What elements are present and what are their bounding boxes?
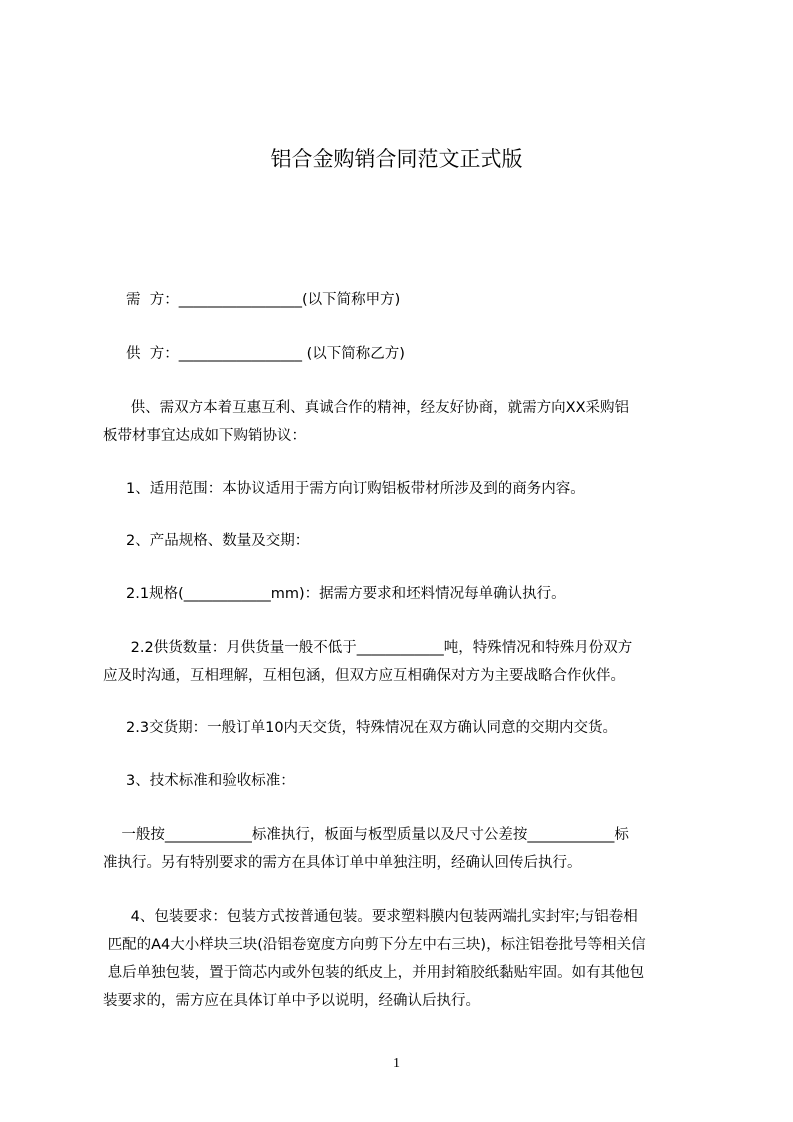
clause-1: 1、适用范围：本协议适用于需方向订购铝板带材所涉及到的商务内容。 — [103, 481, 585, 497]
seller-line: 供 方：_________________ (以下简称乙方) — [103, 346, 405, 362]
buyer-line: 需 方：_________________(以下简称甲方) — [103, 292, 401, 308]
document-title: 铝合金购销合同范文正式版 — [270, 147, 523, 171]
clause-2-3: 2.3交货期：一般订单10内天交货，特殊情况在双方确认同意的交期内交货。 — [103, 720, 618, 736]
clause-3: 3、技术标准和验收标准： — [103, 773, 295, 789]
intro-paragraph: 供、需双方本着互惠互利、真诚合作的精神，经友好协商，就需方向XX采购铝 板带材事宜达成如下购销协议： — [103, 400, 630, 444]
clause-2-2: 2.2供货数量：月供货量一般不低于____________吨，特殊情况和特殊月份双方 应及时沟通，互相理解，互相包涵，但双方应互相确保对方为主要战略合作伙伴。 — [103, 640, 633, 684]
clause-3-body: 一般按____________标准执行，板面与板型质量以及尺寸公差按____________标 准执行。另有特别要求的需方在具体订单中单独注明，经确认回传后执行。 — [103, 827, 629, 871]
clause-4: 4、包装要求：包装方式按普通包装。要求塑料膜内包装两端扎实封牢;与铝卷相 匹配的A4大小样块三块(沿铝卷宽度方向剪下分左中右三块)，标注铝卷批号等相关信 息后单独包装，置于筒芯内或外包装的纸皮上，并用封箱胶纸黏贴牢固。如有其他包 装要求的，需方应在具体订单中予以说明，经确认后执行。 — [103, 909, 646, 1009]
clause-2: 2、产品规格、数量及交期： — [103, 533, 310, 549]
page-number: 1 — [393, 1056, 400, 1071]
clause-2-1: 2.1规格(____________mm)：据需方要求和坯料情况每单确认执行。 — [103, 586, 566, 602]
